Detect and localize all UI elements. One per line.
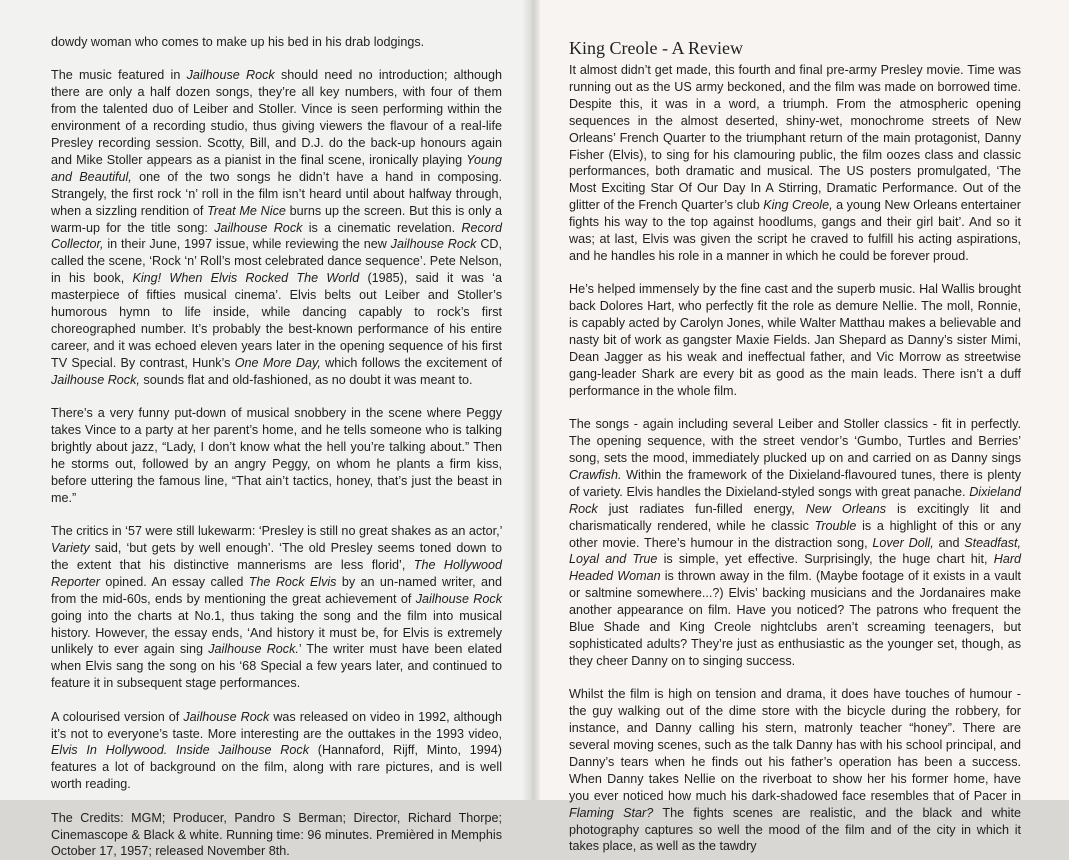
italic-title: The Rock Elvis [248,574,337,589]
italic-title: King! When Elvis Rocked The World [132,271,360,286]
text-run: burns up the screen. But this is only a warm-up for the title song: [51,203,502,235]
text-run: said, ‘but gets by well enough’. ‘The old Presley seems toned down to the extent that his distinctive mannerisms are less florid’, [51,540,502,572]
text-run: is excitingly lit and charismatically rendered, while he classic [569,501,1021,533]
italic-title: Elvis In Hollywood. Inside Jailhouse Rock [51,743,309,758]
paragraph [51,810,502,860]
italic-title: Lover Doll, [872,535,934,550]
italic-title: Jailhouse Rock [390,237,477,252]
text-run: one of the two songs he didn’t have a hand in composing. Strangely, the first rock ‘n’ roll in the film isn’t heard until about halfway through, when a sizzling rendition of [51,169,502,218]
paragraph [569,62,1021,265]
italic-title: Trouble [814,518,857,533]
italic-title: Dixieland Rock [569,484,1021,516]
italic-title: Steadfast, Loyal and True [569,535,1021,567]
left-page [0,0,532,859]
text-run: is thrown away in the film. (Maybe footage of it exists in a vault or saltmine somewhere...?) Elvis’ backing musicians and the Jordanaires make another appearance on film. Have you noticed? The patrons who frequent the Blue Shade and King Creole nightclubs aren’t screaming teenagers, but sophisticated adults? They’re just as enthusiastic as the younger set, though, as they cheer Danny on to singing success. [569,569,1021,668]
text-run: dowdy woman who comes to make up his bed in his drab lodgings. [51,35,425,49]
italic-title: Treat Me Nice [207,203,286,218]
text-run: The fights scenes are realistic, and the black and white photography captures so well the mood of the film and of the city in which it takes place, as well as the tawdry [569,805,1021,854]
italic-title: Jailhouse Rock. [208,642,299,657]
italic-title: Jailhouse Rock [415,591,502,606]
text-run: The songs - again including several Leiber and Stoller classics - fit in perfectly. The opening sequence, with the street vendor’s ‘Gumbo, Turtles and Berries’ song, sets the mood, immediately plucked up on and carried on as Danny sings [569,417,1021,466]
italic-title: Jailhouse Rock [186,68,275,83]
italic-title: Hard Headed Woman [569,552,1022,584]
paragraph [51,67,502,388]
italic-title: Variety [51,540,90,555]
text-run: a young New Orleans entertainer fights his way to the top against hoodlums, gangs and their girl bait’. And so it was; at last, Elvis was given the script he craved to fulfill his acting aspirations, and he handles his role in a manner in which he could be forever proud. [569,198,1021,263]
text-run: by an un-named writer, and from the mid-60s, ends by mentioning the great achievement of [51,574,502,606]
text-run: is a cinematic revelation. [302,220,462,235]
text-run: sounds flat and old-fashioned, as no doubt it was meant to. [139,372,473,387]
paragraph [569,281,1021,399]
review-title: King Creole - A Review [569,38,743,58]
text-run: CD, called the scene, ‘Rock ‘n’ Roll’s most celebrated dance sequence’. Pete Nelson, in his book, [51,237,503,286]
right-page [532,0,1069,854]
text-run: There’s a very funny put-down of musical snobbery in the scene where Peggy takes Vince to a party at her parent’s home, and he tells someone who is talking brightly about jazz, “Lady, I don’t know what the hell you’re talking about.” Then he storms out, followed by an angry Peggy, on whom he plants a firm kiss, before uttering the famous line, “That ain’t tactics, honey, that’s just the beast in me.” [51,406,502,505]
paragraph [51,709,502,794]
italic-title: The Hollywood Reporter [51,557,502,589]
text-run: in their June, 1997 issue, while reviewing the new [103,237,391,252]
text-run: was released on video in 1992, although it’s not to everyone’s taste. More interesting are the outtakes in the 1993 video, [51,709,502,741]
text-run: ’ The writer must have been elated when Elvis sang the song on his ‘68 Special a few years later, and continued to feature it in subsequent stage performances. [51,642,502,691]
paragraph [569,416,1021,670]
text-run: (Hannaford, Rijff, Minto, 1994) features a lot of background on the film, along with rare pictures, and is well worth reading. [51,743,502,792]
paragraph [51,34,502,51]
paragraph [569,686,1021,855]
text-run: should need no introduction; although there are only a half dozen songs, they’re all key numbers, with four of them from the talented duo of Leiber and Stoller. Vince is seen performing within the environment of a recording studio, thus giving viewers the flavour of a real-life Presley recording session. Scotty, Bill, and D.J. do the back-up honours again and Mike Stoller appears as a pianist in the final scene, ironically playing [51,68,503,167]
text-run: going into the charts at No.1, thus taking the song and the film into musical history. However, the essay ends, ‘And history it must be, for Elvis is extremely unlikely to ever again sing [51,608,502,657]
page-gutter [522,0,540,800]
text-run: He’s helped immensely by the fine cast and the superb music. Hal Wallis brought back Dolores Hart, who perfectly fit the role as demure Nellie. The moll, Ronnie, is capably acted by Carolyn Jones, while Walter Matthau makes a believable and nasty bit of work as gangster Maxie Fields. Jan Shepard as Danny’s sister Mimi, Dean Jagger as his weak and ineffectual father, and Vic Morrow as streetwise gang-leader Shark are every bit as good as the main leads. There isn’t a duff performance in the whole film. [569,282,1021,398]
text-run: just radiates fun-filled energy, [597,501,806,516]
paragraph [51,405,502,506]
text-run: The music featured in [51,68,187,83]
italic-title: One More Day, [234,355,321,370]
text-run: is simple, yet effective. Surprisingly, the huge chart hit, [657,552,994,567]
text-run: Whilst the film is high on tension and drama, it does have touches of humour - the guy walking out of the dime store with the bicycle during the robbery, for instance, and Danny calling his stern, matronly teacher “honey”. There are several moving scenes, such as the talk Danny has with his school principal, and Danny’s tears when he finds out his father’s operation has been a success. When Danny takes Nellie on the riverboat to show her his former home, have you ever noticed how much his dark-shadowed face resembles that of Pacer in [569,687,1021,803]
italic-title: King Creole, [763,198,833,213]
text-run: and [933,535,965,550]
text-run: is a highlight of this or any other movie. There’s humour in the distraction song, [569,518,1022,550]
text-run: The Credits: MGM; Producer, Pandro S Berman; Director, Richard Thorpe; Cinemascope & Black & white. Running time: 96 minutes. Premièred in Memphis October 17, 1957; released November 8th. [51,810,502,859]
italic-title: Jailhouse Rock [183,709,270,724]
italic-title: New Orleans [805,501,887,516]
text-run: which follows the excitement of [320,355,502,370]
italic-title: Record Collector, [51,220,503,252]
text-run: It almost didn’t get made, this fourth and final pre-army Presley movie. Time was running out as the US army beckoned, and the film was made on borrowed time. Despite this, it was in a word, a triumph. From the atmospheric opening sequences in the almost deserted, shiny-wet, monochrome streets of New Orleans’ French Quarter to the triumphant return of the main protagonist, Danny Fisher (Elvis), to sing for his clamouring public, the film oozes class and classic performances, both dramatic and musical. The US posters promulgated, ‘The Most Exciting Star Of Our Day In A Stirring, Dramatic Performance. Out of the glitter of the French Quarter’s club [569,63,1021,213]
text-run: Within the framework of the Dixieland-flavoured tunes, there is plenty of variety. Elvis handles the Dixieland-styled songs with great panache. [569,467,1021,499]
italic-title: Flaming Star? [569,805,654,820]
paragraph [51,523,502,692]
italic-title: Jailhouse Rock [214,220,303,235]
text-run: The critics in ‘57 were still lukewarm: ‘Presley is still no great shakes as an actor,’ [51,524,502,539]
italic-title: Jailhouse Rock, [51,372,140,387]
italic-title: Young and Beautiful, [51,152,502,184]
italic-title: Crawfish. [569,467,622,482]
text-run: A colourised version of [51,709,184,724]
text-run: opined. An essay called [100,574,249,589]
text-run: (1985), said it was ‘a masterpiece of fifties musical cinema’. Elvis belts out Leiber and Stoller’s humorous hymn to life inside, while dancing capably to rock’s first choreographed number. It’s probably the best-known performance of his entire career, and it was echoed eleven years later in the opening sequence of his first TV Special. By contrast, Hunk’s [51,271,502,370]
